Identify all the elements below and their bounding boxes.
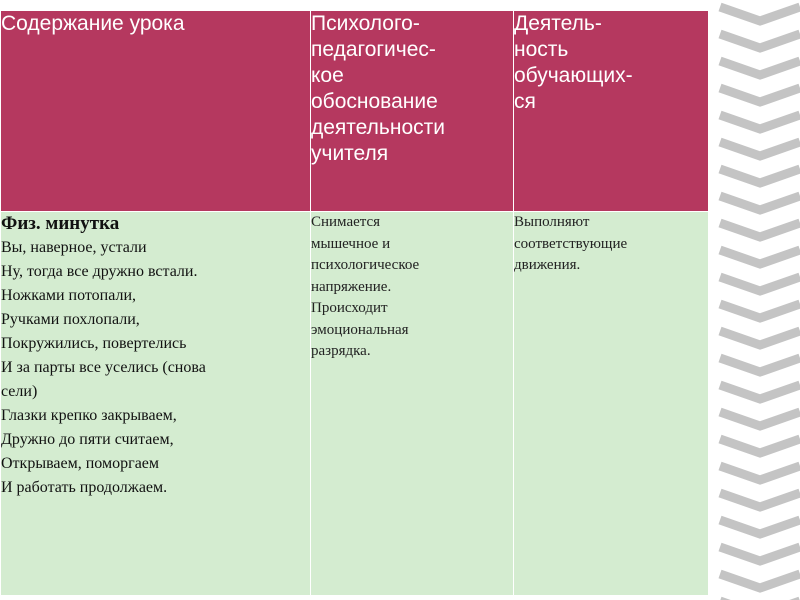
lesson-table [0, 10, 709, 596]
poem-line: Ручками похлопали, [1, 311, 140, 328]
poem-line: Глазки крепко закрываем, [1, 407, 177, 424]
poem-line: Ну, тогда все дружно встали. [1, 263, 198, 280]
cell-title: Физ. минутка [1, 213, 120, 234]
chevron-stripe [720, 250, 800, 264]
chevron-stripe [720, 7, 800, 21]
chevron-stripe [720, 196, 800, 210]
poem-line: Покружились, повертелись [1, 335, 187, 352]
activity-line: движения. [514, 257, 581, 273]
rationale-line: Происходит [311, 300, 388, 316]
poem-line: Вы, наверное, устали [1, 239, 147, 256]
header-content [1, 11, 311, 212]
header-line: Деятель- ность обучающих- ся [514, 12, 633, 113]
rationale-line: Снимается [311, 214, 381, 230]
rationale-line: мышечное и [311, 235, 391, 252]
poem-line: Ножками потопали, [1, 287, 137, 304]
chevron-stripe [720, 574, 800, 588]
poem-line: Открываем, поморгаем [1, 455, 160, 472]
chevron-stripe [720, 61, 800, 75]
activity-line: Выполняют [514, 214, 590, 230]
activity-cell [514, 212, 709, 596]
rationale-line: напряжение. [311, 278, 392, 295]
chevron-stripe [720, 115, 800, 129]
activity-line: соответствующие [514, 235, 628, 252]
chevron-stripe [720, 547, 800, 561]
rationale-line: эмоциональная [311, 321, 409, 338]
rationale-line: разрядка. [311, 343, 371, 359]
chevron-decoration [708, 0, 800, 600]
chevron-stripe [720, 493, 800, 507]
chevron-stripe [720, 223, 800, 237]
chevron-stripe [720, 34, 800, 48]
body-row [1, 212, 709, 596]
header-line: Содержание урока [1, 12, 185, 35]
poem-line: И работать продолжаем. [1, 479, 168, 496]
rationale-line: психологическое [311, 257, 420, 273]
header-line: Психолого- педагогичес- кое обоснование деятельности учителя [311, 12, 445, 165]
header-row [1, 11, 709, 212]
chevron-pattern [708, 0, 800, 600]
chevron-stripe [720, 88, 800, 102]
chevron-stripe [720, 466, 800, 480]
chevron-stripe [720, 520, 800, 534]
chevron-stripe [720, 169, 800, 183]
rationale-cell [311, 212, 514, 596]
chevron-stripe [720, 385, 800, 399]
chevron-stripe [720, 277, 800, 291]
chevron-stripe [720, 304, 800, 318]
chevron-stripe [720, 358, 800, 372]
poem-line: Дружно до пяти считаем, [1, 431, 174, 448]
header-rationale [311, 11, 514, 212]
chevron-stripe [720, 331, 800, 345]
chevron-stripe [720, 142, 800, 156]
chevron-stripe [720, 439, 800, 453]
header-activity [514, 11, 709, 212]
poem-line: сели) [1, 383, 38, 400]
poem-line: И за парты все уселись (снова [1, 359, 206, 376]
content-cell [1, 212, 311, 596]
chevron-stripe [720, 412, 800, 426]
